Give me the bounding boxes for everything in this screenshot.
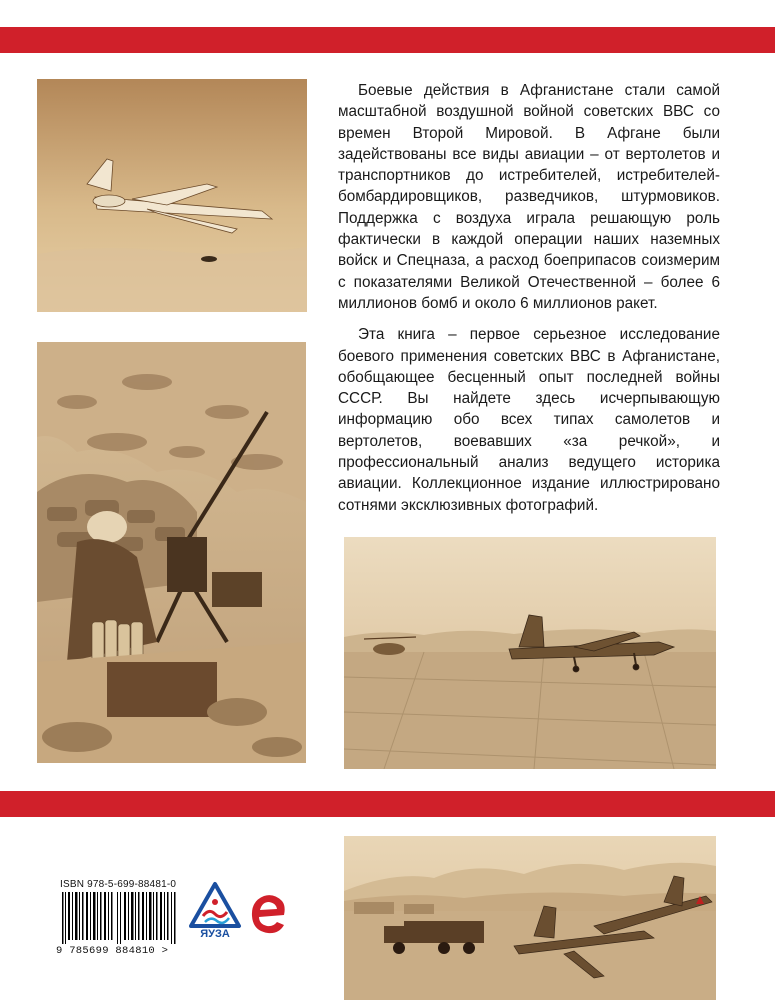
gun-body bbox=[167, 537, 207, 592]
bomber-photo bbox=[37, 79, 307, 312]
airfield-truck-photo-image bbox=[344, 836, 716, 1000]
blurb-text bbox=[338, 80, 720, 526]
airfield-truck-photo bbox=[344, 836, 716, 1000]
eksmo-e-icon bbox=[246, 889, 290, 939]
foreground-crate bbox=[107, 662, 217, 717]
blurb-paragraph-1: Боевые действия в Афганистане стали самой масштабной воздушной войной советских ВВС со времен Второй Мировой. В Афгане были задействованы все виды авиации – от вертолетов и транспортников до истребителей, истребителей-бомбардировщиков, разведчиков, штурмовиков. Поддержка с воздуха играла решающую роль фактически в каждой операции наших наземных войск и Спецназа, а расход боеприпасов соизмерим с показателями Великой Отечественной – более 6 миллионов бомб и около 6 миллионов ракет. bbox=[338, 82, 720, 312]
yuza-logo-text: ЯУЗА bbox=[200, 928, 230, 940]
airfield-jet-photo-image bbox=[344, 537, 716, 769]
airfield-jet-photo bbox=[344, 537, 716, 769]
falling-bomb bbox=[201, 256, 217, 262]
eksmo-e-logo bbox=[246, 889, 290, 939]
barcode-digits: 9 785699 884810 > bbox=[56, 945, 169, 957]
machine-gun-photo-image bbox=[37, 342, 306, 763]
isbn-label: ISBN 978-5-699-88481-0 bbox=[60, 879, 177, 890]
bomber-photo-image bbox=[37, 79, 307, 312]
ammo-box bbox=[212, 572, 262, 607]
blurb-paragraph-2: Эта книга – первое серьезное исследование боевого применения советских ВВС в Афганистане, обобщающее бесценный опыт последней войны СССР. Вы найдете здесь исчерпывающую информацию обо всех типах самолетов и вертолетов, воевавших «за речкой», и профессиональный анализ ведущего историка авиации. Коллекционное издание иллюстрировано сотнями эксклюзивных фотографий. bbox=[338, 326, 720, 514]
barcode-bars bbox=[60, 892, 180, 944]
machine-gun-photo bbox=[37, 342, 306, 763]
barcode bbox=[60, 892, 180, 944]
middle-red-band bbox=[0, 791, 775, 817]
top-red-band bbox=[0, 27, 775, 53]
